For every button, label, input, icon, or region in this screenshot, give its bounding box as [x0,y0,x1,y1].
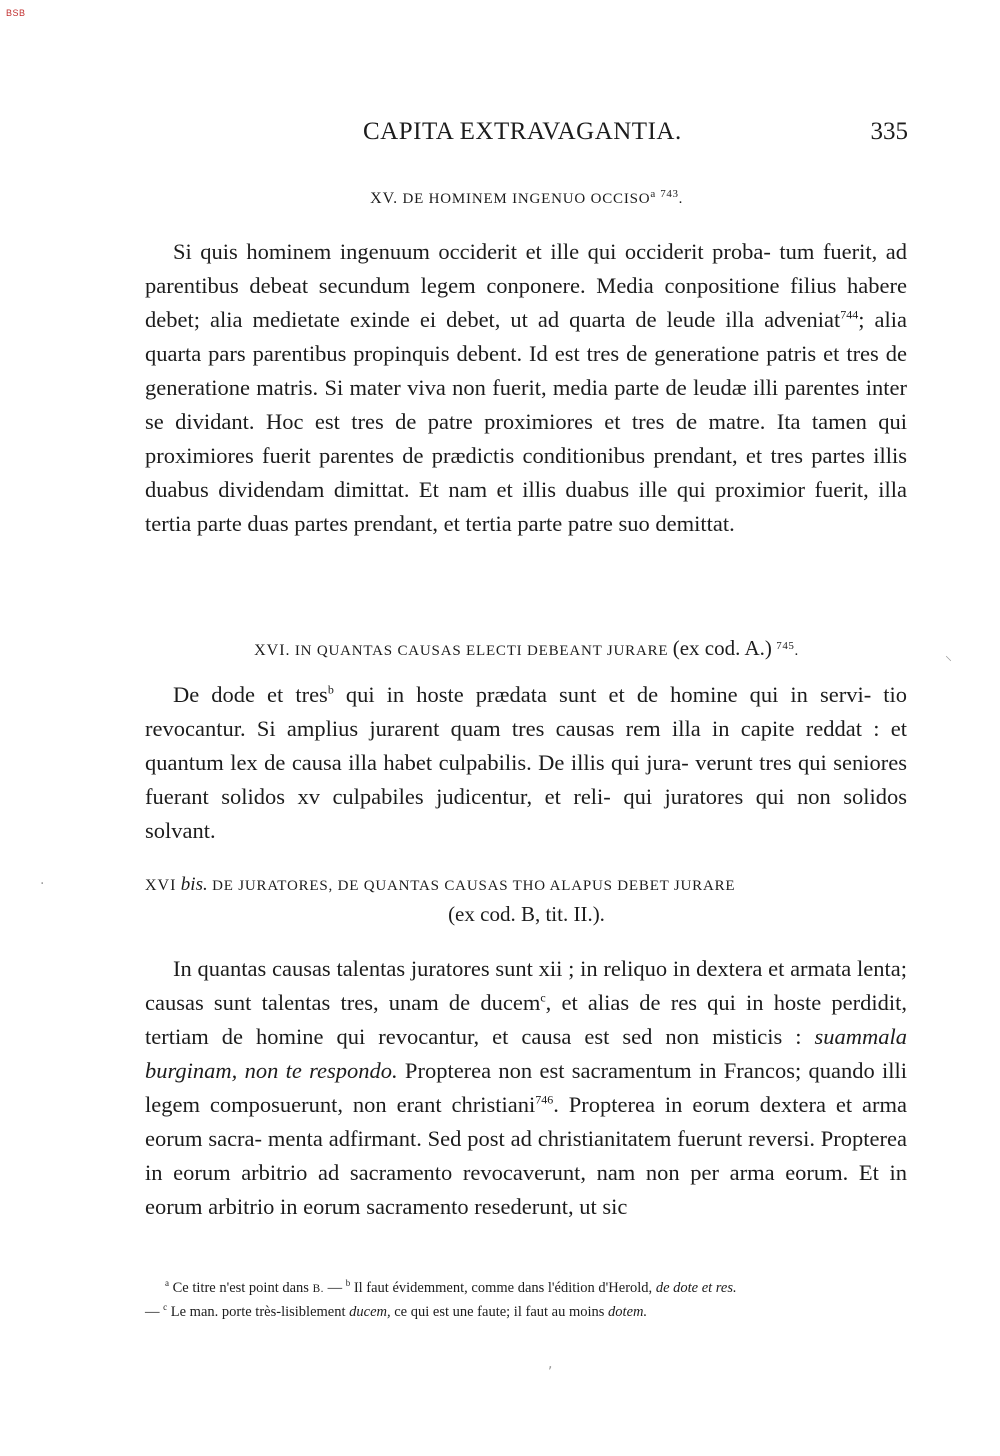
text-line: Si quis hominem ingenuum occiderit et ille qui occiderit proba- [173,239,771,264]
section-xv-paragraph [145,235,907,541]
section-xvi-paragraph [145,678,907,848]
text-line: quarta de leude illa adveniat [569,307,841,332]
section-xvi-bis-paragraph [145,952,907,1224]
text-line: Propterea non [397,1058,533,1083]
text-line: eorum. Et in eorum arbitrio in eorum sacramento resederunt, ut sic [145,1160,907,1219]
section-heading-xvi-bis [145,874,908,896]
source-note: (ex cod. A.) [672,636,772,660]
text-line: . Propterea in eorum dextera et arma eorum sacra- [145,1092,907,1151]
text-line: In quantas causas talentas juratores sunt xii ; in reliquo in dextera [173,956,763,981]
running-title: CAPITA EXTRAVAGANTIA. [363,118,682,145]
note-reference: 743 [660,188,679,200]
text-line: tio revocantur. Si amplius jurarent quam tres causas rem illa in capite [145,682,907,741]
footnote-mark: b [327,682,334,697]
footnote-mark: a [165,1278,169,1289]
text-line: dividant. Hoc est tres de patre proximiores et tres de matre. Ita tamen [175,409,867,434]
section-number: XVI. [254,642,291,659]
text-line: tres partes illis duabus dividendam dimittat. Et nam et illis duabus ille [145,443,907,502]
section-title: IN QUANTAS CAUSAS ELECTI DEBEANT JURARE [294,643,669,659]
text-line: est sacramentum in Francos; quando illi legem composuerunt, non [145,1058,908,1117]
footnote-mark: c [163,1302,168,1313]
scan-mark: , [548,1356,553,1372]
footnotes [145,1277,907,1324]
section-title: DE JURATORES, DE QUANTAS CAUSAS THO ALAPUS DEBET JURARE [212,878,736,894]
text-line: De dode et tres [173,682,328,707]
scan-mark: ⸜ [945,648,952,664]
footnote-mark: b [345,1278,351,1289]
section-number-suffix: bis. [180,874,208,895]
text-line: menta adfirmant. Sed post ad christianitatem fuerunt reversi. Propterea [267,1126,908,1151]
text-line: qui proximior fuerit, illa tertia parte duas partes prendant, et tertia [145,477,907,536]
page-number: 335 [870,118,908,145]
footnote-mark: c [540,990,546,1005]
text-line: , et alias de [545,990,661,1015]
text-line: ; alia quarta pars parentibus propinquis [145,307,908,366]
text-line: Si mater viva non fuerit, media parte de leudæ illi parentes inter se [145,375,907,434]
running-head [145,118,908,152]
text-line: parte patre suo demittat. [517,511,735,536]
section-heading-xv: XV. DE HOMINEM INGENUO OCCISO$^a$ $^{743}$. [370,188,683,207]
text-line: res qui in hoste perdidit, tertiam de homine qui revocantur, et causa [145,990,908,1049]
text-line: conpositione filius habere debet; alia medietate exinde ei debet, ut ad [145,273,907,332]
note-reference: 746 [535,1092,554,1107]
text-line: reddat : et quantum lex de causa illa habet culpabilis. De illis qui jura- [145,716,907,775]
section-heading-xvi: XVI. IN QUANTAS CAUSAS ELECTI DEBEANT JURARE (ex cod. A.) $^{745}$. [254,636,799,660]
text-line: qui juratores qui non solidos solvant. [145,784,908,843]
text-line: erant christiani [396,1092,536,1117]
note-reference: 745 [776,640,795,652]
footnote-mark: a [650,188,656,200]
source-note: (ex cod. B, tit. II.). [448,902,605,926]
text-line: et armata lenta; causas sunt talentas tres, unam de ducem [145,956,907,1015]
section-source-line [145,902,908,927]
text-line: in eorum arbitrio ad sacramento revocaverunt, nam non per arma [145,1160,775,1185]
library-stamp: BSB [6,8,26,18]
text-line: debent. Id est tres de generatione patris et tres de generatione matris. [145,341,907,400]
text-line: tum fuerit, ad parentibus debeat secundum legem conponere. Media [145,239,907,298]
section-number: XV. [370,190,399,207]
note-reference: 744 [840,307,859,322]
section-number: XVI [145,877,177,894]
text-line: qui proximiores fuerit parentes de prædictis conditionibus prendant, et [145,409,908,468]
text-line: est sed non misticis : [584,1024,815,1049]
footnote-a-b: $^a$ Ce titre n'est point dans B. — $^b$ Il faut évidemment, comme dans l'édition d'Herold, de dote et res. [165,1278,737,1296]
text-line: verunt tres qui seniores fuerant solidos xv culpabiles judicentur, et reli- [145,750,907,809]
section-title: DE HOMINEM INGENUO OCCISO [402,191,651,207]
text-line: qui in hoste prædata sunt et de homine qui in servi- [333,682,872,707]
scan-mark: · [40,876,45,892]
italic-quote: suammala burginam, non te respondo. [145,1024,907,1083]
footnote-c: — $^c$ Le man. porte très-lisiblement ducem, ce qui est une faute; il faut au moins dotem. [145,1302,648,1320]
